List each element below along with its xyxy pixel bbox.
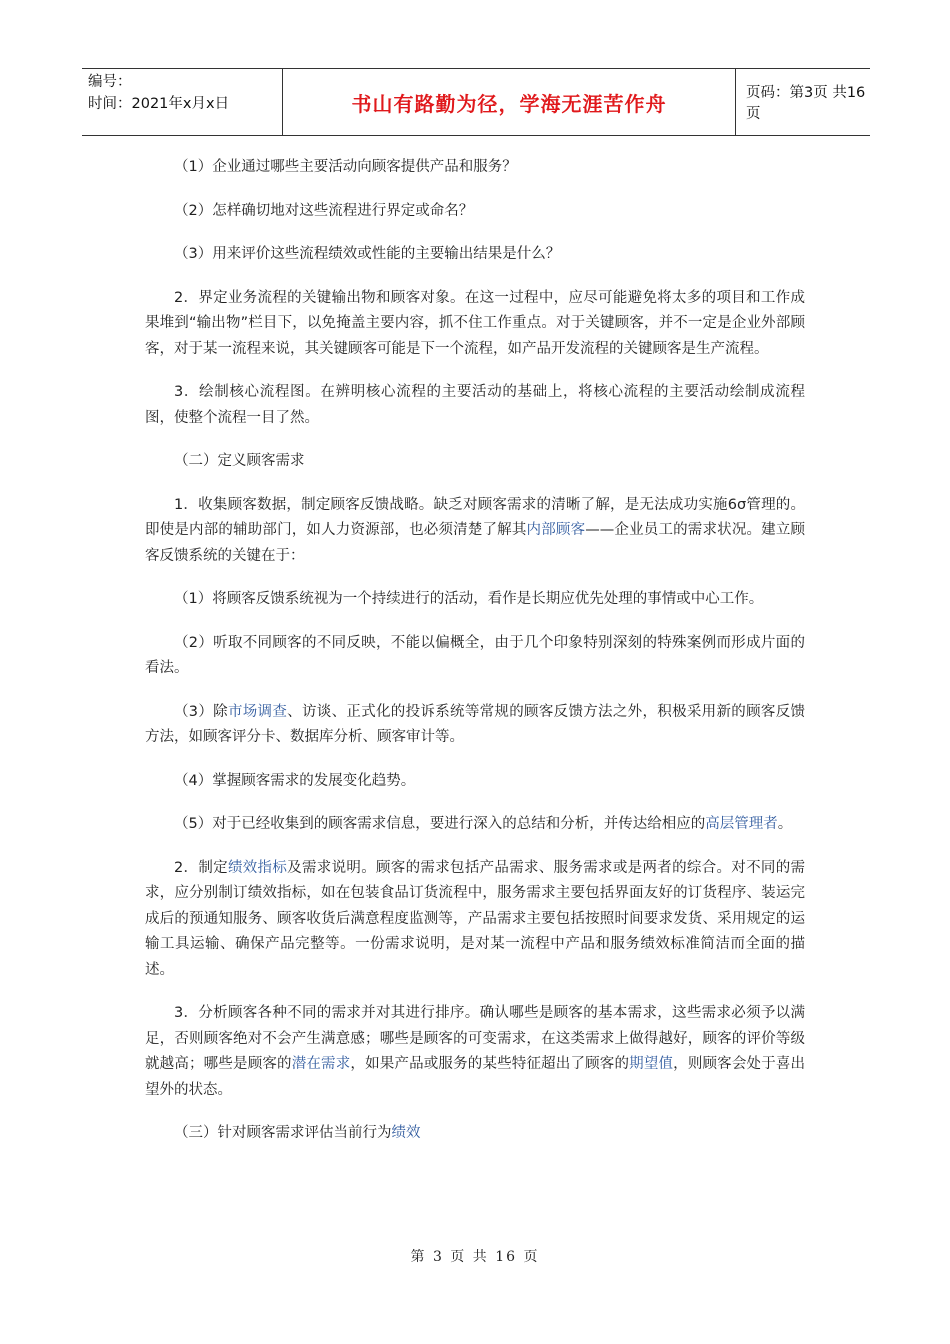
paragraph xyxy=(145,1001,805,1103)
term-link[interactable]: 潜在需求 xyxy=(291,1056,351,1072)
paragraph xyxy=(145,631,805,682)
paragraph-text: （二）定义顾客需求 xyxy=(174,453,305,469)
paragraph-text: （2）听取不同顾客的不同反映，不能以偏概全，由于几个印象特别深刻的特殊案例而形成片面的看法。 xyxy=(145,634,805,676)
header-meta xyxy=(82,69,282,135)
paragraph-text: （3）除 xyxy=(174,703,228,720)
paragraph xyxy=(145,1121,805,1147)
paragraph-text: 3．分析顾客各种不同的需求并对其进行排序。确认哪些是顾客的基本需求，这些需求必须予以满足，否则顾客绝对不会产生满意感；哪些是顾客的可变需求，在这类需求上做得越好，顾客的评价等级就越高；哪些是顾客的 xyxy=(145,1005,805,1072)
header-date-label: 时间：2021年x月x日 xyxy=(88,96,230,112)
paragraph xyxy=(145,493,805,570)
paragraph-text: （1）企业通过哪些主要活动向顾客提供产品和服务？ xyxy=(174,159,517,175)
paragraph-text: 2．界定业务流程的关键输出物和顾客对象。在这一过程中，应尽可能避免将太多的项目和工作成果堆到“输出物”栏目下，以免掩盖主要内容，抓不住工作重点。对于关键顾客，并不一定是企业外部顾客，对于某一流程来说，其关键顾客可能是下一个流程，如产品开发流程的关键顾客是生产流程。 xyxy=(145,289,805,357)
paragraph xyxy=(145,199,805,225)
paragraph-text: （2）怎样确切地对这些流程进行界定或命名？ xyxy=(174,202,474,219)
paragraph-text: ，则顾客会处于喜出望外的状态。 xyxy=(145,1056,806,1098)
paragraph-text: ——企业员工的需求状况。建立顾客反馈系统的关键在于： xyxy=(145,522,806,564)
paragraph-text: 及需求说明。顾客的需求包括产品需求、服务需求或是两者的综合。对不同的需求，应分别制订绩效指标，如在包装食品订货流程中，服务需求主要包括界面友好的订货程序、装运完成后的预通知服务、顾客收货后满意程度监测等，产品需求主要包括按照时间要求发货、采用规定的运输工具运输、确保产品完整等。一份需求说明，是对某一流程中产品和服务绩效标准简洁而全面的描述。 xyxy=(145,859,806,978)
paragraph xyxy=(145,242,805,268)
paragraph xyxy=(145,380,805,431)
header-motto: 书山有路勤为径，学海无涯苦作舟 xyxy=(282,69,736,135)
paragraph-text: （4）掌握顾客需求的发展变化趋势。 xyxy=(174,772,416,789)
header-code-label: 编号： xyxy=(88,74,132,90)
paragraph xyxy=(145,286,805,363)
page-footer: 第 3 页 共 16 页 xyxy=(410,1249,540,1265)
term-link[interactable]: 内部顾客 xyxy=(526,522,586,538)
paragraph xyxy=(145,155,805,181)
paragraph xyxy=(145,812,805,838)
paragraph xyxy=(145,700,805,751)
paragraph-text: 1．收集顾客数据，制定顾客反馈战略。缺乏对顾客需求的清晰了解，是无法成功实施6σ管理的。即使是内部的辅助部门，如人力资源部，也必须清楚了解其 xyxy=(145,496,805,538)
term-link[interactable]: 期望值 xyxy=(629,1056,674,1072)
term-link[interactable]: 市场调查 xyxy=(227,703,288,720)
paragraph-text: 3．绘制核心流程图。在辨明核心流程的主要活动的基础上，将核心流程的主要活动绘制成流程图，使整个流程一目了然。 xyxy=(145,384,805,426)
page-header xyxy=(82,68,870,136)
paragraph-text: ，如果产品或服务的某些特征超出了顾客的 xyxy=(350,1056,630,1072)
term-link[interactable]: 绩效指标 xyxy=(227,859,288,876)
document-body xyxy=(145,155,805,1165)
paragraph-text: （5）对于已经收集到的顾客需求信息，要进行深入的总结和分析，并传达给相应的 xyxy=(174,816,706,832)
paragraph-text: （三）针对顾客需求评估当前行为 xyxy=(174,1125,392,1141)
paragraph xyxy=(145,856,805,984)
term-link[interactable]: 绩效 xyxy=(391,1125,421,1141)
paragraph-text: 2．制定 xyxy=(174,859,228,876)
header-page-label: 页码：第3页 共16页 xyxy=(746,85,866,122)
term-link[interactable]: 高层管理者 xyxy=(705,816,778,832)
paragraph-text: （1）将顾客反馈系统视为一个持续进行的活动，看作是长期应优先处理的事情或中心工作。 xyxy=(174,591,764,607)
paragraph-text: 、访谈、正式化的投诉系统等常规的顾客反馈方法之外，积极采用新的顾客反馈方法，如顾客评分卡、数据库分析、顾客审计等。 xyxy=(145,703,806,745)
paragraph xyxy=(145,769,805,795)
paragraph-text: 。 xyxy=(777,816,793,832)
paragraph-text: （3）用来评价这些流程绩效或性能的主要输出结果是什么？ xyxy=(174,246,561,262)
paragraph xyxy=(145,587,805,613)
paragraph xyxy=(145,449,805,475)
